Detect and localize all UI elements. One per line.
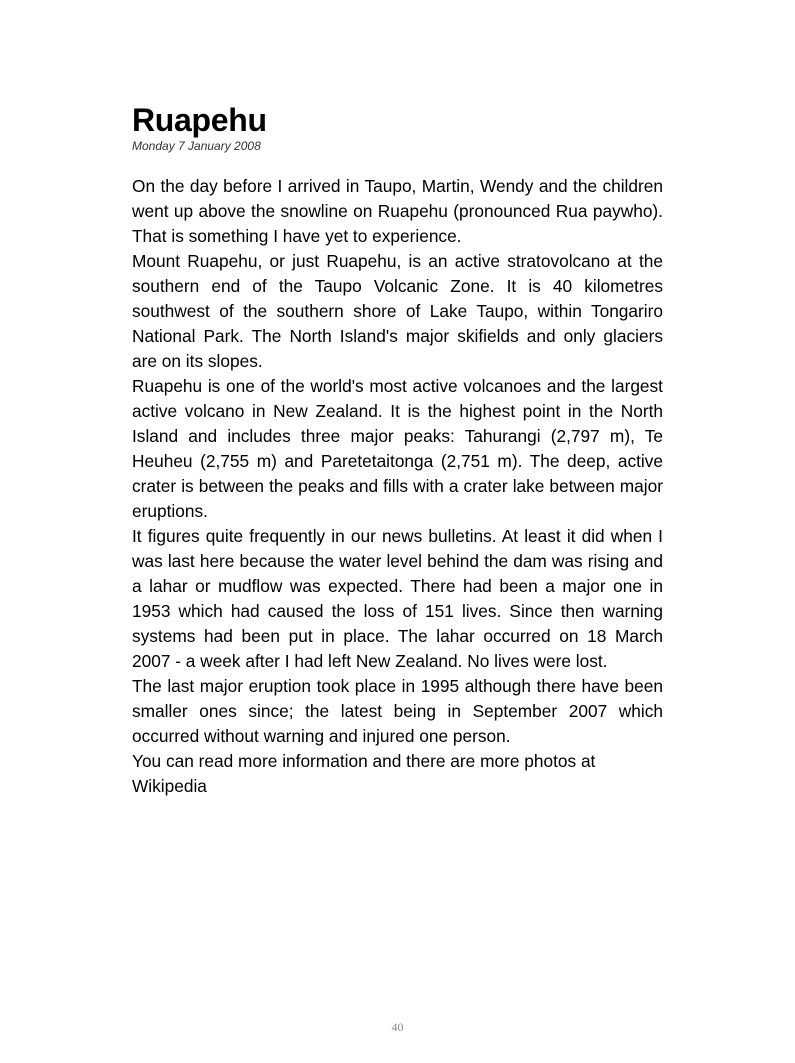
paragraph: The last major eruption took place in 1995 although there have been smaller ones since; the latest being in September 2007 which occurred without warning and injured one person. — [132, 676, 663, 746]
page-number: 40 — [391, 1020, 404, 1034]
paragraph: On the day before I arrived in Taupo, Martin, Wendy and the children went up above the snowline on Ruapehu (pronounced Rua paywho). That is something I have yet to experience. — [132, 176, 663, 246]
paragraph: You can read more information and there are more photos at Wikipedia — [132, 751, 596, 796]
page-title: Ruapehu — [132, 102, 267, 138]
paragraph: Ruapehu is one of the world's most active volcanoes and the largest active volcano in New Zealand. It is the highest point in the North Island and includes three major peaks: Tahurangi (2,797 m), Te Heuheu (2,755 m) and Paretetaitonga (2,751 m). The deep, active crater is between the peaks and fills with a crater lake between major eruptions. — [132, 376, 663, 521]
post-date: Monday 7 January 2008 — [132, 139, 261, 153]
paragraph: Mount Ruapehu, or just Ruapehu, is an active stratovolcano at the southern end of the Taupo Volcanic Zone. It is 40 kilometres southwest of the southern shore of Lake Taupo, within Tongariro National Park. The North Island's major skifields and only glaciers are on its slopes. — [132, 251, 663, 371]
article-body — [132, 174, 663, 799]
article — [132, 100, 663, 799]
paragraph: It figures quite frequently in our news bulletins. At least it did when I was last here because the water level behind the dam was rising and a lahar or mudflow was expected. There had been a major one in 1953 which had caused the loss of 151 lives. Since then warning systems had been put in place. The lahar occurred on 18 March 2007 - a week after I had left New Zealand. No lives were lost. — [132, 526, 663, 671]
